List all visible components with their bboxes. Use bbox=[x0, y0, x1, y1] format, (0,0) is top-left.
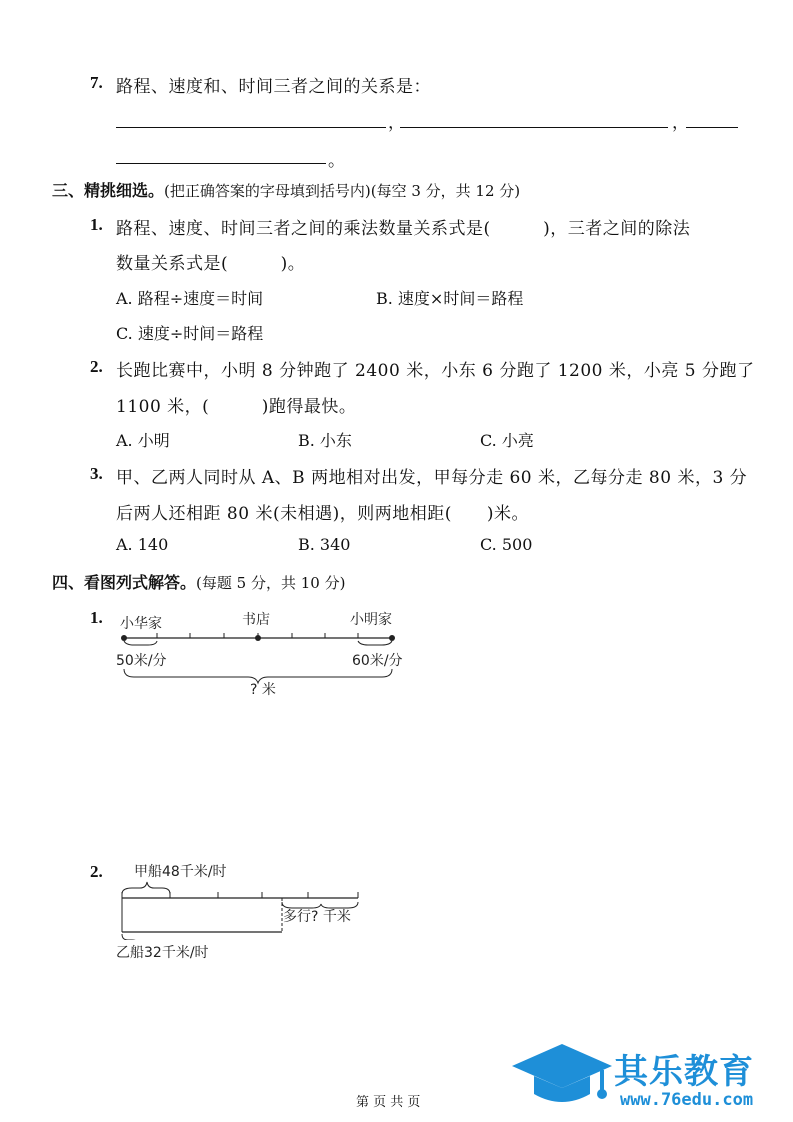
s3-q3-line2: 后两人还相距 80 米(未相遇)，则两地相距( )米。 bbox=[116, 504, 529, 524]
left-speed-arrow bbox=[124, 641, 157, 645]
bookstore-label: 书店 bbox=[242, 612, 270, 628]
q7-separator: ， bbox=[388, 113, 406, 133]
s3-q3-option-b[interactable]: B. 340 bbox=[298, 535, 351, 554]
right-speed-label: 60米/分 bbox=[352, 653, 403, 669]
s3-q1-number: 1. bbox=[90, 215, 103, 234]
s3-q3-line1: 甲、乙两人同时从 A、B 两地相对出发，甲每分走 60 米，乙每分走 80 米，3 分 bbox=[116, 468, 748, 488]
ship-b-brace bbox=[122, 934, 139, 940]
graduation-cap-icon bbox=[510, 1042, 614, 1112]
fig2-number: 2. bbox=[90, 862, 103, 881]
logo-url: www.76edu.com bbox=[620, 1090, 754, 1110]
left-speed-label: 50米/分 bbox=[116, 653, 167, 669]
answer-line[interactable] bbox=[116, 127, 386, 128]
s3-q1-line2: 数量关系式是( )。 bbox=[116, 254, 306, 274]
q7-separator: ， bbox=[672, 113, 690, 133]
right-speed-arrow bbox=[358, 641, 392, 645]
extra-distance-label: 多行? 千米 bbox=[283, 909, 351, 925]
q7-text: 路程、速度和、时间三者之间的关系是： bbox=[116, 77, 431, 97]
answer-line[interactable] bbox=[116, 163, 326, 164]
section4-title: 四、看图列式解答。 bbox=[52, 573, 197, 592]
s3-q1-option-c[interactable]: C. 速度÷时间＝路程 bbox=[116, 324, 264, 343]
s3-q2-option-a[interactable]: A. 小明 bbox=[116, 431, 170, 450]
s3-q1-option-a[interactable]: A. 路程÷速度＝时间 bbox=[116, 289, 264, 308]
xiaohua-home-dot bbox=[121, 635, 127, 641]
ship-a-label: 甲船48千米/时 bbox=[134, 864, 227, 880]
s3-q2-line1: 长跑比赛中，小明 8 分钟跑了 2400 米，小东 6 分跑了 1200 米，小亮 5 分跑了 bbox=[116, 361, 755, 381]
q7-end: 。 bbox=[328, 151, 346, 171]
section4-heading bbox=[52, 570, 345, 593]
answer-line[interactable] bbox=[400, 127, 668, 128]
s3-q3-option-a[interactable]: A. 140 bbox=[116, 535, 169, 554]
section3-note: (把正确答案的字母填到括号内)(每空 3 分，共 12 分) bbox=[164, 182, 521, 200]
section3-heading bbox=[52, 178, 520, 201]
ship-a-brace bbox=[122, 882, 170, 894]
fig1-number: 1. bbox=[90, 608, 103, 627]
s3-q1-line1: 路程、速度、时间三者之间的乘法数量关系式是( )，三者之间的除法 bbox=[116, 219, 691, 239]
logo-name: 其乐教育 bbox=[614, 1052, 754, 1092]
ship-a-ticks bbox=[122, 892, 358, 898]
s3-q1-option-b[interactable]: B. 速度×时间＝路程 bbox=[376, 289, 524, 308]
s3-q3-option-c[interactable]: C. 500 bbox=[480, 535, 533, 554]
s3-q2-number: 2. bbox=[90, 357, 103, 376]
edu-logo bbox=[510, 1042, 790, 1117]
section4-note: (每题 5 分，共 10 分) bbox=[196, 574, 346, 592]
bookstore-dot bbox=[255, 635, 261, 641]
page-number-footer: 第 页 共 页 bbox=[356, 1095, 421, 1110]
xiaohua-home-label: 小华家 bbox=[120, 616, 162, 632]
total-distance-label: ? 米 bbox=[250, 682, 276, 698]
s3-q2-option-b[interactable]: B. 小东 bbox=[298, 431, 352, 450]
answer-line[interactable] bbox=[686, 127, 738, 128]
xiaoming-home-dot bbox=[389, 635, 395, 641]
ship-b-label: 乙船32千米/时 bbox=[116, 945, 209, 961]
s3-q3-number: 3. bbox=[90, 464, 103, 483]
section3-title: 三、精挑细选。 bbox=[52, 181, 165, 200]
s3-q2-option-c[interactable]: C. 小亮 bbox=[480, 431, 534, 450]
xiaoming-home-label: 小明家 bbox=[350, 612, 392, 628]
s3-q2-line2: 1100 米，( )跑得最快。 bbox=[116, 397, 357, 417]
q7-number: 7. bbox=[90, 73, 103, 92]
